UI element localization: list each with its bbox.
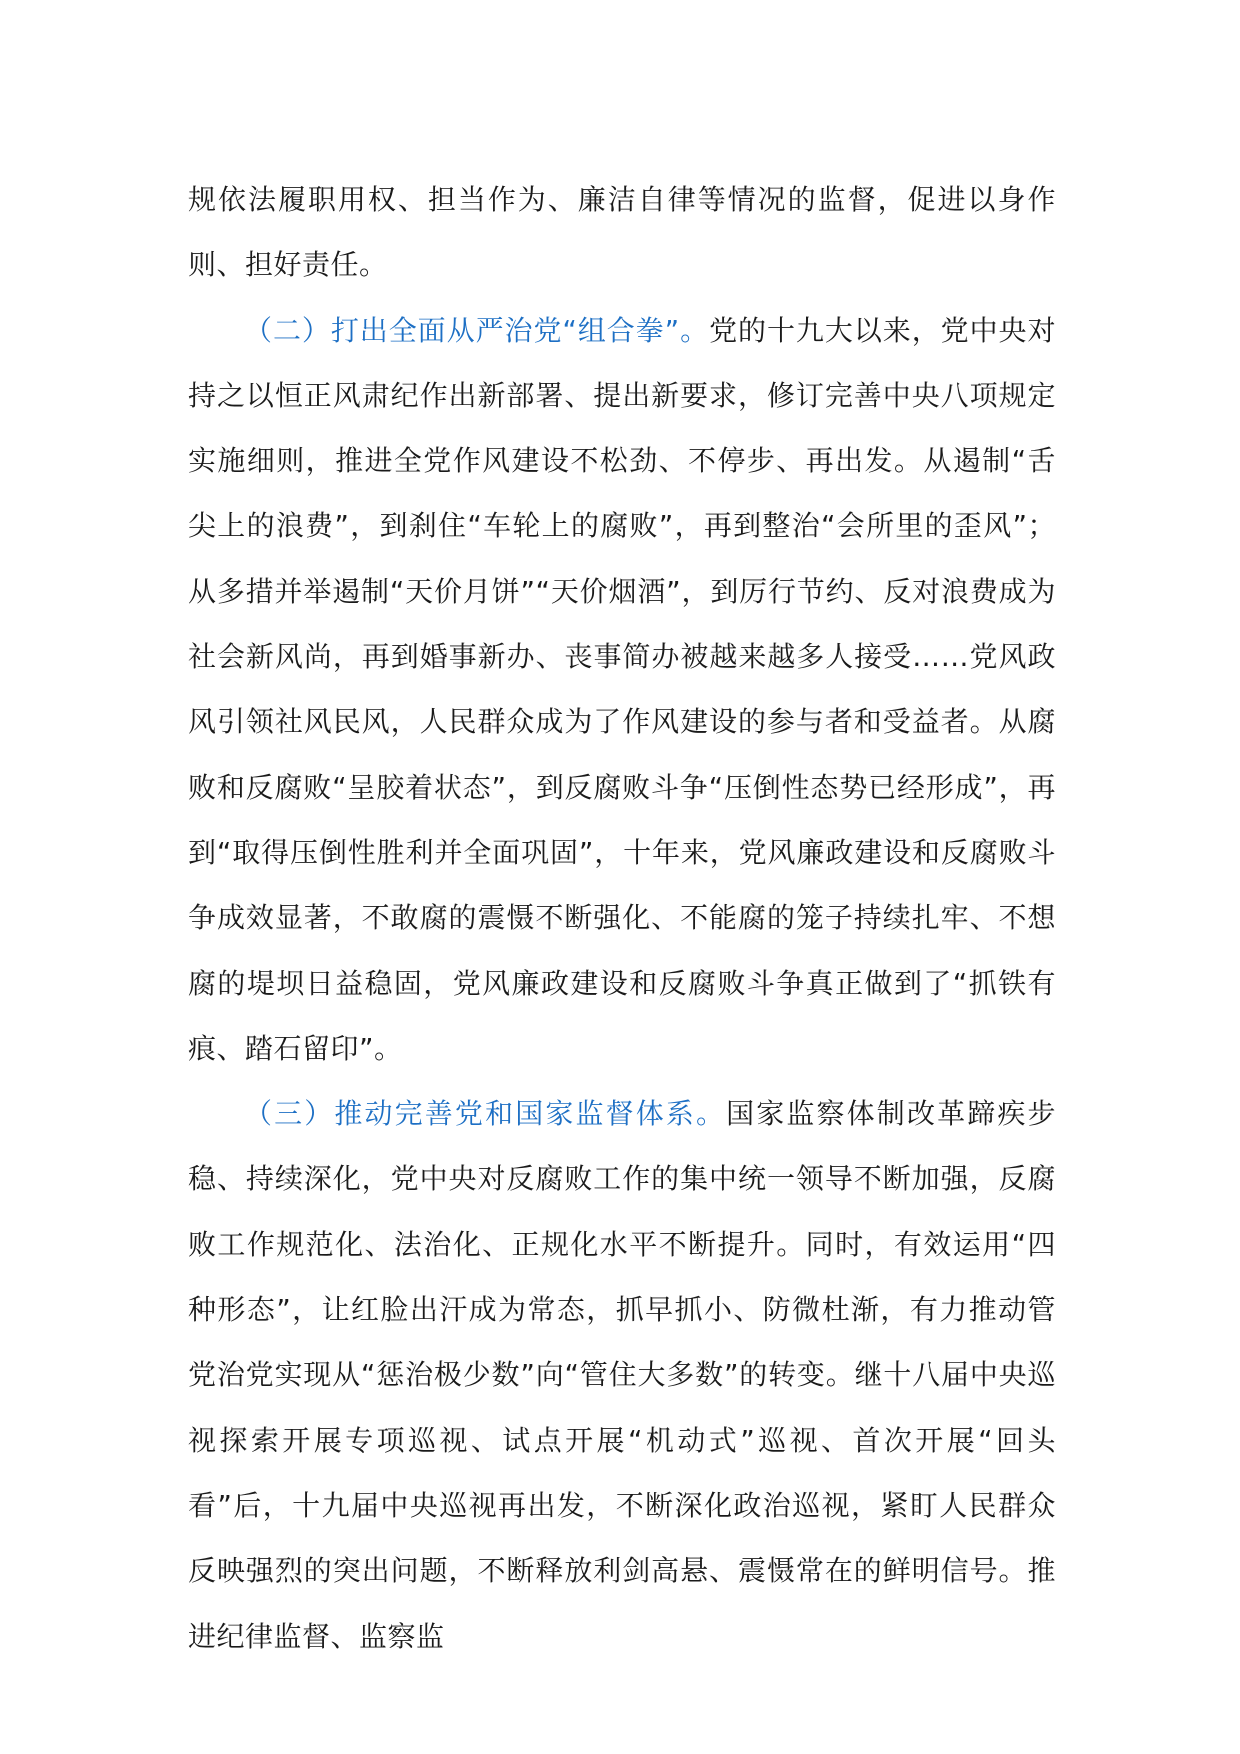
paragraph-text: 国家监察体制改革蹄疾步稳、持续深化，党中央对反腐败工作的集中统一领导不断加强，反腐败工作规范化、法治化、正规化水平不断提升。同时，有效运用“四种形态”，让红脸出汗成为常态，抓早抓小、防微杜渐，有力推动管党治党实现从“惩治极少数”向“管住大多数”的转变。继十八届中央巡视探索开展专项巡视、试点开展“机动式”巡视、首次开展“回头看”后，十九届中央巡视再出发，不断深化政治巡视，紧盯人民群众反映强烈的突出问题，不断释放利剑高悬、震慑常在的鲜明信号。推进纪律监督、监察监 [188,1097,1056,1653]
section-heading: （三）推动完善党和国家监督体系。 [244,1097,727,1131]
body-text [188,167,1056,1669]
paragraph-text: 党的十九大以来，党中央对持之以恒正风肃纪作出新部署、提出新要求，修订完善中央八项规定实施细则，推进全党作风建设不松劲、不停步、再出发。从遏制“舌尖上的浪费”，到刹住“车轮上的腐败”，再到整治“会所里的歪风”；从多措并举遏制“天价月饼”“天价烟酒”，到厉行节约、反对浪费成为社会新风尚，再到婚事新办、丧事简办被越来越多人接受……党风政风引领社风民风，人民群众成为了作风建设的参与者和受益者。从腐败和反腐败“呈胶着状态”，到反腐败斗争“压倒性态势已经形成”，再到“取得压倒性胜利并全面巩固”，十年来，党风廉政建设和反腐败斗争成效显著，不敢腐的震慑不断强化、不能腐的笼子持续扎牢、不想腐的堤坝日益稳固，党风廉政建设和反腐败斗争真正做到了“抓铁有痕、踏石留印”。 [188,313,1056,1065]
paragraph-section-3 [188,1081,1056,1669]
section-heading: （二）打出全面从严治党“组合拳”。 [244,313,710,347]
paragraph-text: 规依法履职用权、担当作为、廉洁自律等情况的监督，促进以身作则、担好责任。 [188,183,1056,282]
paragraph-continuation [188,167,1056,298]
paragraph-section-2 [188,298,1056,1082]
